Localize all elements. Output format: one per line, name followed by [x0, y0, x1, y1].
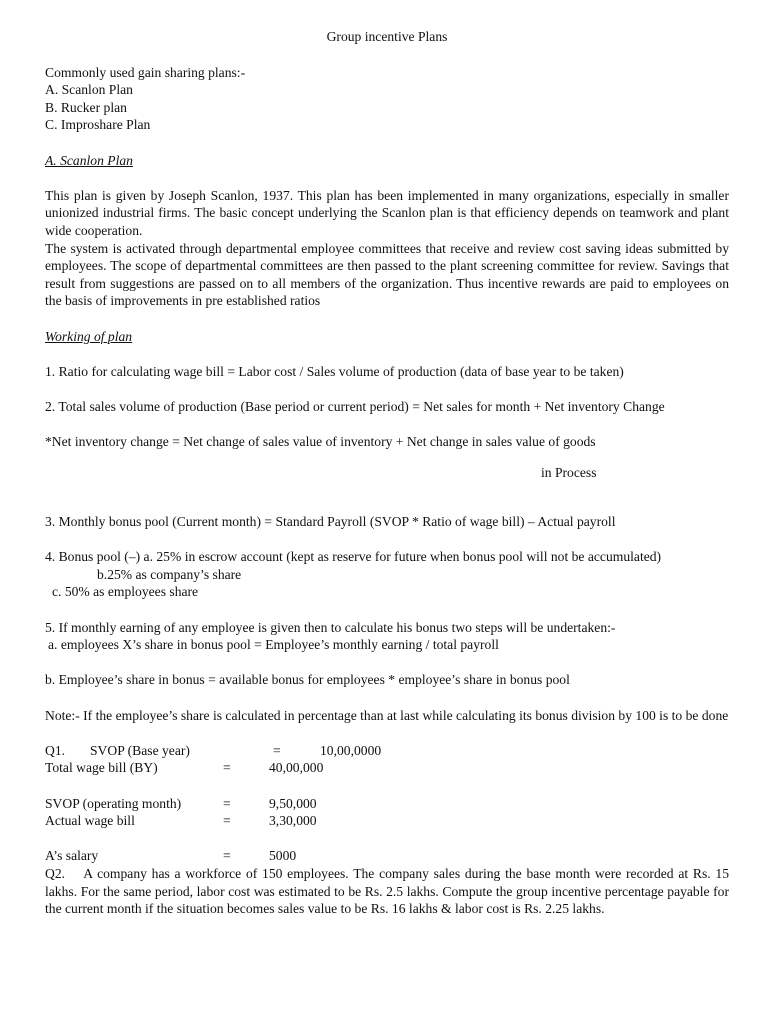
scanlon-paragraph-1: This plan is given by Joseph Scanlon, 1937. This plan has been implemented in many organizations, especially in smaller unionized industrial firms. The basic concept underlying the Scanlon plan is that efficiency depends on teamwork and plant wide cooperation.	[45, 187, 729, 238]
q1-row-eq: =	[223, 848, 231, 864]
step-4a: 4. Bonus pool (–) a. 25% in escrow account (kept as reserve for future when bonus pool will not be accumulated)	[45, 549, 662, 565]
q1-row-label: Actual wage bill	[45, 813, 135, 829]
step-5a: a. employees X’s share in bonus pool = Employee’s monthly earning / total payroll	[48, 637, 499, 653]
step-5: 5. If monthly earning of any employee is given then to calculate his bonus two steps will be undertaken:-	[45, 619, 616, 635]
intro-heading: Commonly used gain sharing plans:-	[45, 64, 246, 80]
q1-row-value: 40,00,000	[269, 760, 324, 776]
step-1: 1. Ratio for calculating wage bill = Labor cost / Sales volume of production (data of base year to be taken)	[45, 363, 624, 379]
step-4b: b.25% as company’s share	[97, 566, 242, 582]
q1-row	[45, 812, 729, 830]
q1-row-eq: =	[223, 795, 231, 811]
list-item: C. Improshare Plan	[45, 117, 151, 133]
q1-row-label: A’s salary	[45, 848, 99, 864]
document-page	[45, 28, 733, 918]
q1-row-eq: =	[223, 813, 231, 829]
q1-row-label: SVOP (Base year)	[90, 742, 190, 758]
scanlon-heading: A. Scanlon Plan	[45, 152, 133, 168]
step-3: 3. Monthly bonus pool (Current month) = Standard Payroll (SVOP * Ratio of wage bill) – Actual payroll	[45, 514, 616, 530]
step-4c: c. 50% as employees share	[52, 584, 199, 600]
list-item: B. Rucker plan	[45, 99, 127, 115]
q1-row	[45, 795, 729, 813]
q1-row	[45, 847, 729, 865]
page-title: Group incentive Plans	[326, 29, 448, 44]
q1-row-eq: =	[223, 760, 231, 776]
q1-row-value: 10,00,0000	[320, 742, 382, 758]
q1-row-value: 3,30,000	[269, 813, 317, 829]
inventory-note-line1: *Net inventory change = Net change of sales value of inventory + Net change in sales value of goods	[45, 434, 596, 450]
q2-text: Q2. A company has a workforce of 150 employees. The company sales during the base month were recorded at Rs. 15 lakhs. For the same period, labor cost was estimated to be Rs. 2.5 lakhs. Compute the group incentive percentage payable for the current month if the situation becomes sales value to be Rs. 16 lakhs & labor cost is Rs. 2.25 lakhs.	[45, 865, 733, 917]
q1-row-eq: =	[273, 742, 281, 758]
step-5b: b. Employee’s share in bonus = available bonus for employees * employee’s share in bonus pool	[45, 672, 570, 688]
scanlon-paragraph-2: The system is activated through departmental employee committees that receive and review cost saving ideas submitted by employees. The scope of departmental committees are then passed to the plant screening committee for review. Savings that result from suggestions are passed on to all members of the organization. Thus incentive rewards are paid to employees on the basis of improvements in pre established ratios	[45, 240, 729, 309]
list-item: A. Scanlon Plan	[45, 82, 133, 98]
note: Note:- If the employee’s share is calculated in percentage than at last while calculating its bonus division by 100 is to be done	[45, 707, 729, 723]
q1-label: Q1.	[45, 742, 66, 758]
working-heading: Working of plan	[45, 328, 133, 344]
q1-row-value: 9,50,000	[269, 795, 317, 811]
step-2: 2. Total sales volume of production (Base period or current period) = Net sales for month + Net inventory Change	[45, 398, 665, 414]
inventory-note-line2: in Process	[541, 465, 597, 481]
q1-row-value: 5000	[269, 848, 297, 864]
q1-row-label: Total wage bill (BY)	[45, 760, 158, 776]
q1-row	[45, 759, 729, 777]
q1-row-label: SVOP (operating month)	[45, 795, 182, 811]
q1-row	[45, 742, 729, 760]
